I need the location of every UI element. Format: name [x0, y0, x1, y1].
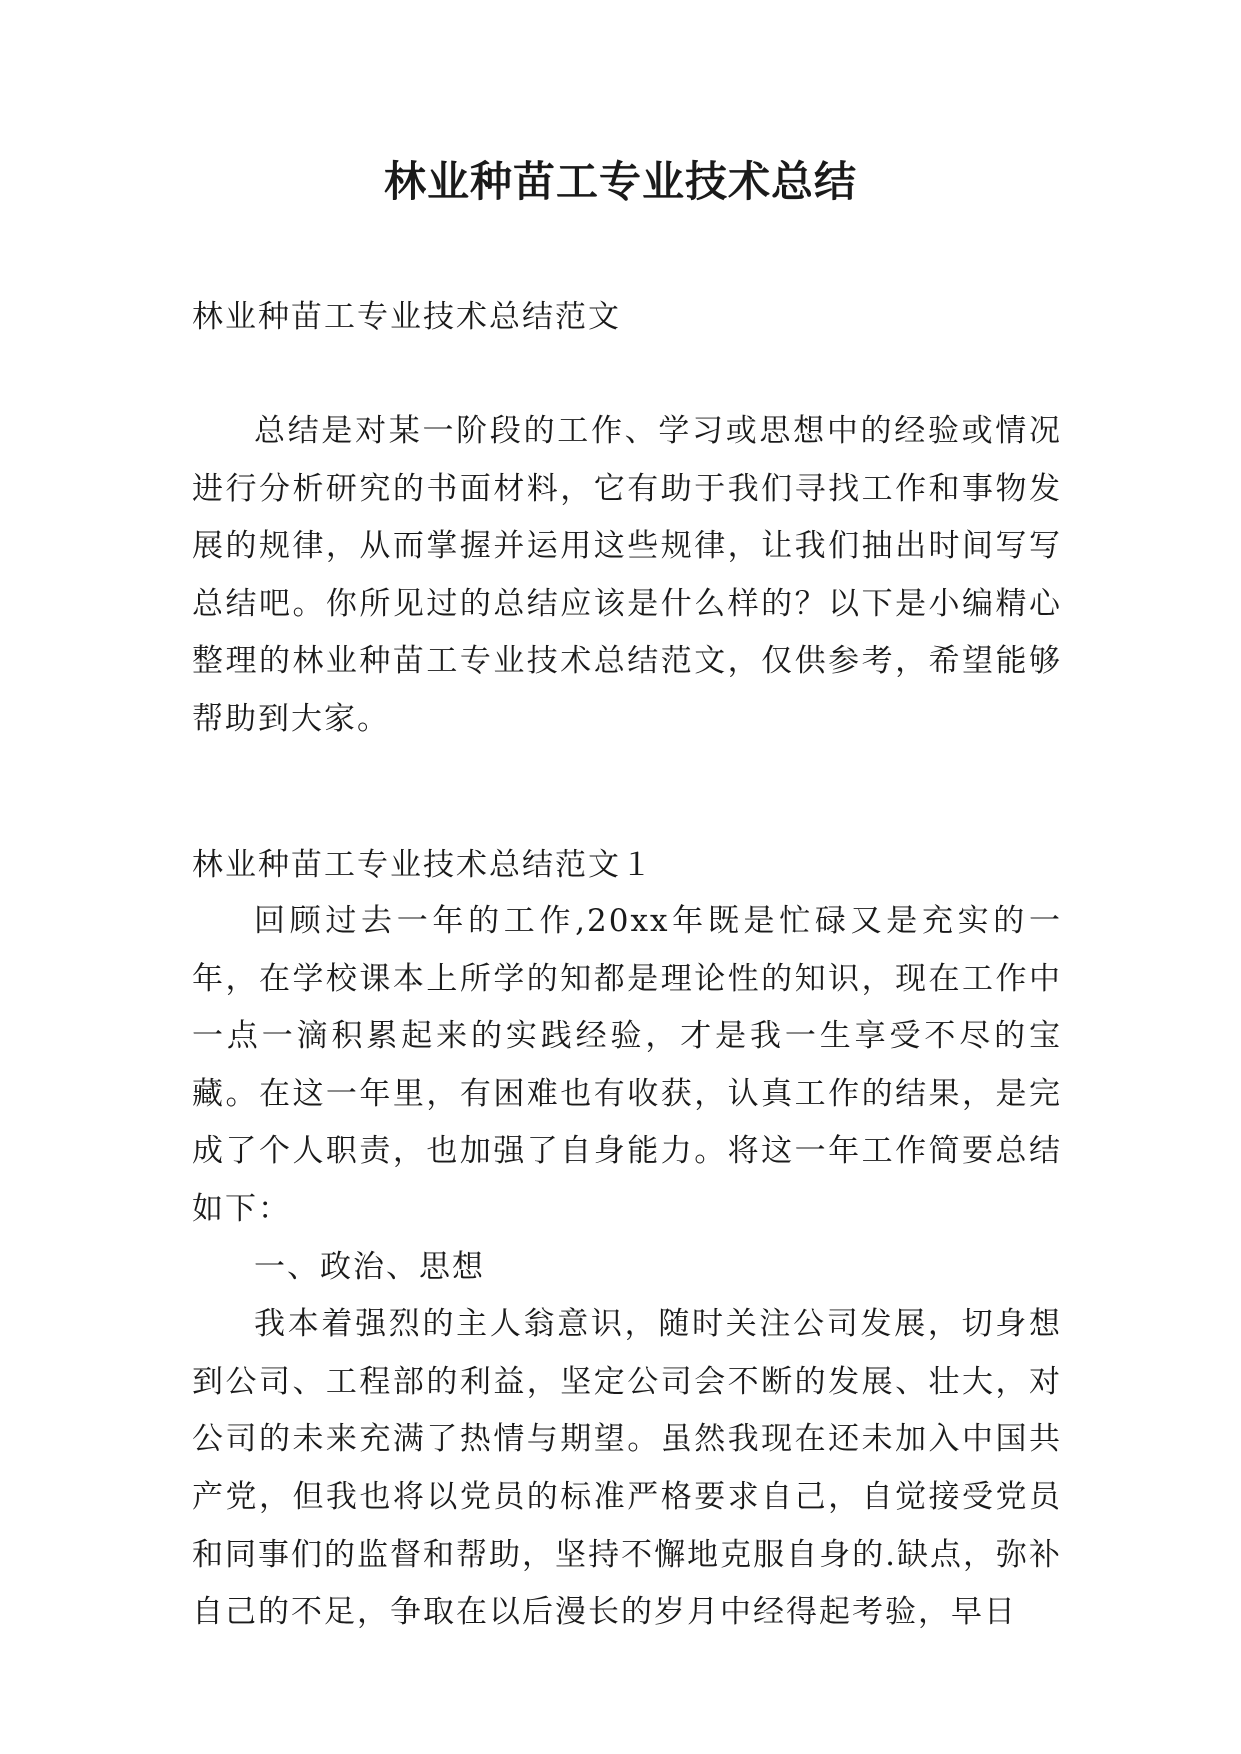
section-1-paragraph-2: 我本着强烈的主人翁意识，随时关注公司发展，切身想到公司、工程部的利益，坚定公司会不断的发展、壮大，对公司的未来充满了热情与期望。虽然我现在还未加入中国共产党，但我也将以党员的标准严格要求自己，自觉接受党员和同事们的监督和帮助，坚持不懈地克服自身的.缺点，弥补自己的不足，争取在以后漫长的岁月中经得起考验，早日 — [192, 1306, 1062, 1631]
document-title: 林业种苗工专业技术总结 — [383, 157, 857, 206]
section-1-paragraph-1: 回顾过去一年的工作,20xx年既是忙碌又是充实的一年，在学校课本上所学的知都是理论性的知识，现在工作中一点一滴积累起来的实践经验，才是我一生享受不尽的宝藏。在这一年里，有困难也有收获，认真工作的结果，是完成了个人职责，也加强了自身能力。将这一年工作简要总结如下： — [192, 903, 1062, 1227]
document-subtitle: 林业种苗工专业技术总结范文 — [192, 299, 621, 335]
intro-section — [192, 403, 1062, 749]
section-1-heading-politics: 一、政治、思想 — [254, 1248, 485, 1285]
intro-paragraph: 总结是对某一阶段的工作、学习或思想中的经验或情况进行分析研究的书面材料，它有助于我们寻找工作和事物发展的规律，从而掌握并运用这些规律，让我们抽出时间写写总结吧。你所见过的总结应该是什么样的？以下是小编精心整理的林业种苗工专业技术总结范文，仅供参考，希望能够帮助到大家。 — [192, 413, 1062, 737]
section-1-body — [192, 893, 1062, 1642]
section-1-title: 林业种苗工专业技术总结范文１ — [192, 847, 654, 883]
